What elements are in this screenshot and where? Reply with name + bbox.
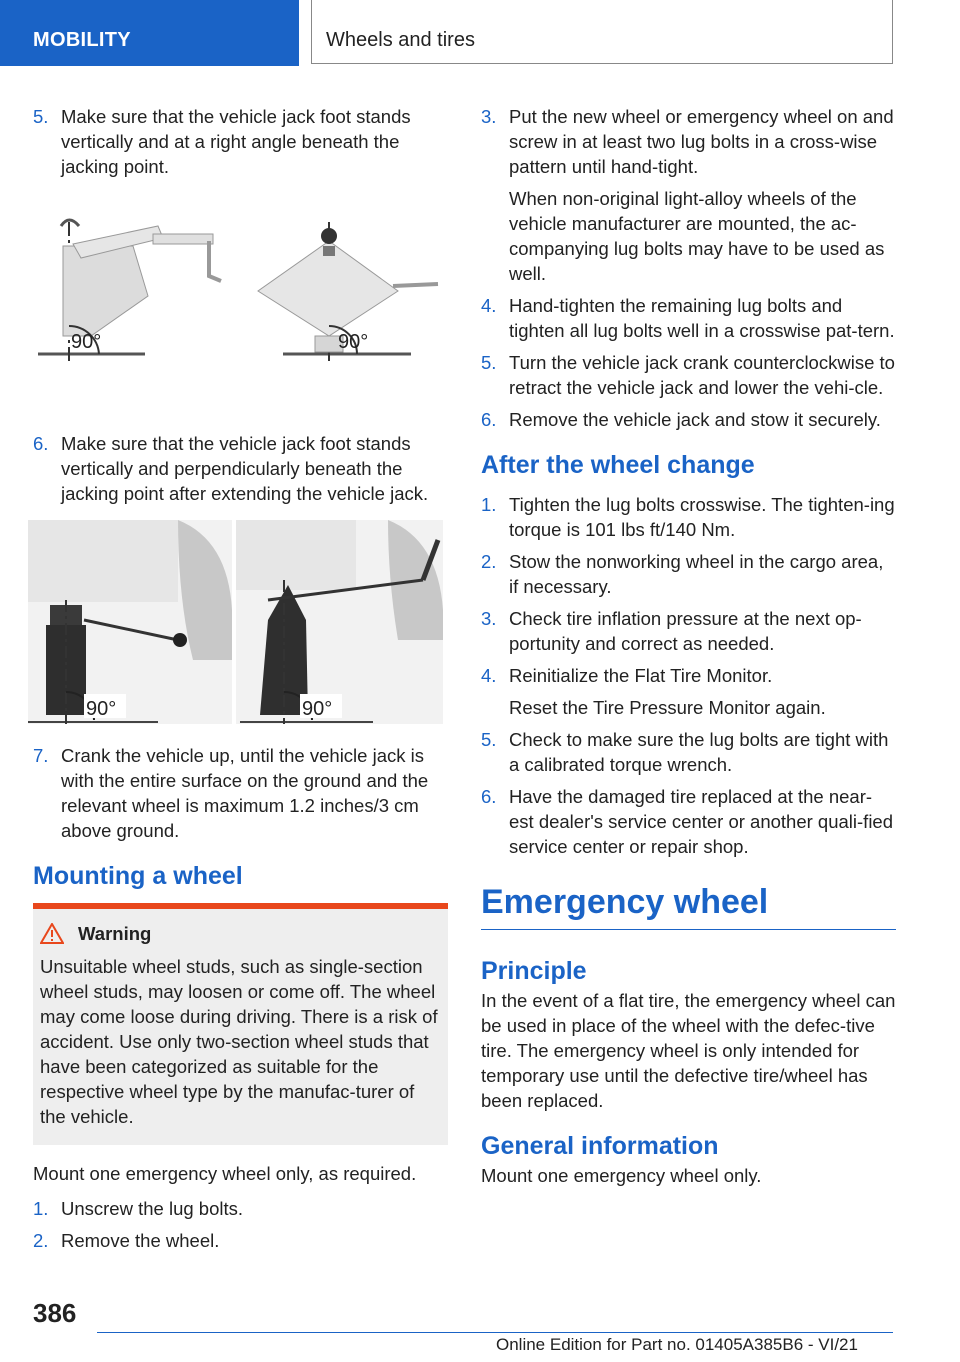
step-text: Turn the vehicle jack crank counterclockwise to retract the vehicle jack and lower the vehi-cle. bbox=[509, 352, 895, 398]
step-text: Remove the wheel. bbox=[61, 1230, 220, 1251]
header-section-tab bbox=[0, 0, 299, 66]
step-text: Check to make sure the lug bolts are tight with a calibrated torque wrench. bbox=[509, 729, 889, 775]
after-step-2 bbox=[481, 549, 896, 599]
step-number: 7. bbox=[33, 745, 49, 766]
principle-heading: Principle bbox=[481, 957, 587, 985]
step-text: Check tire inflation pressure at the next op-portunity and correct as needed. bbox=[509, 608, 862, 654]
header-section-label: MOBILITY bbox=[33, 29, 131, 51]
angle-label: 90° bbox=[86, 698, 117, 720]
header-chapter-label: Wheels and tires bbox=[326, 29, 475, 51]
step-number: 6. bbox=[33, 433, 49, 454]
emergency-wheel-heading: Emergency wheel bbox=[481, 881, 896, 930]
jack-illustration-1 bbox=[33, 186, 448, 431]
after-step-4 bbox=[481, 663, 896, 720]
jack-illustration-2 bbox=[33, 513, 448, 743]
step-7-left bbox=[33, 743, 448, 843]
step-number: 2. bbox=[33, 1230, 49, 1251]
after-step-5 bbox=[481, 727, 896, 777]
principle-text: In the event of a flat tire, the emergency wheel can be used in place of the wheel with the defec-tive tire. The emergency wheel is only intended for temporary use until the defective tire/wheel has been replaced. bbox=[481, 990, 896, 1111]
step-text: Remove the vehicle jack and stow it securely. bbox=[509, 409, 881, 430]
step-number: 5. bbox=[481, 729, 497, 750]
angle-label: 90° bbox=[71, 331, 102, 353]
mount-intro: Mount one emergency wheel only, as required. bbox=[33, 1163, 417, 1184]
step-number: 3. bbox=[481, 608, 497, 629]
warning-text: Unsuitable wheel studs, such as single-section wheel studs, may loosen or come off. The wheel may come loose during driving. There is a risk of accident. Use only two-section wheel studs that have been categorized as suitable for the respective wheel type by the manufac-turer of the vehicle. bbox=[40, 956, 438, 1127]
step-6-right bbox=[481, 407, 896, 432]
step-number: 4. bbox=[481, 665, 497, 686]
after-step-6 bbox=[481, 784, 896, 859]
footer-divider bbox=[97, 1332, 893, 1333]
step-text: Have the damaged tire replaced at the near-est dealer's service center or another quali-fied service center or repair shop. bbox=[509, 786, 894, 857]
step-note: When non-original light-alloy wheels of the vehicle manufacturer are mounted, the ac-companying lug bolts may have to be used as well. bbox=[509, 188, 885, 284]
step-text: Stow the nonworking wheel in the cargo area, if necessary. bbox=[509, 551, 884, 597]
warning-box bbox=[33, 909, 448, 1145]
step-3-right bbox=[481, 104, 896, 286]
step-text: Put the new wheel or emergency wheel on and screw in at least two lug bolts in a cross-wise pattern until hand-tight. bbox=[509, 106, 894, 177]
scissor-jack-diagram bbox=[33, 186, 448, 431]
header-chapter-box bbox=[311, 0, 893, 64]
step-4-right bbox=[481, 293, 896, 343]
step-number: 5. bbox=[33, 106, 49, 127]
general-info-heading: General information bbox=[481, 1132, 719, 1160]
after-step-3 bbox=[481, 606, 896, 656]
step-number: 4. bbox=[481, 295, 497, 316]
warning-header bbox=[40, 921, 440, 946]
step-number: 6. bbox=[481, 409, 497, 430]
step-6-left bbox=[33, 431, 448, 506]
warning-triangle-icon bbox=[40, 923, 64, 944]
right-column bbox=[481, 104, 896, 1198]
step-text: Tighten the lug bolts crosswise. The tighten-ing torque is 101 lbs ft/140 Nm. bbox=[509, 494, 895, 540]
step-5-right bbox=[481, 350, 896, 400]
step-number: 2. bbox=[481, 551, 497, 572]
mount-step-2 bbox=[33, 1228, 448, 1253]
step-text: Make sure that the vehicle jack foot stands vertically and perpendicularly beneath the jacking point after extending the vehicle jack. bbox=[61, 433, 429, 504]
after-step-1 bbox=[481, 492, 896, 542]
step-number: 3. bbox=[481, 106, 497, 127]
footer-edition: Online Edition for Part no. 01405A385B6 - VI/21 bbox=[496, 1335, 858, 1354]
step-number: 6. bbox=[481, 786, 497, 807]
left-column bbox=[33, 104, 448, 1260]
step-number: 5. bbox=[481, 352, 497, 373]
step-note: Reset the Tire Pressure Monitor again. bbox=[509, 697, 826, 718]
general-info-text: Mount one emergency wheel only. bbox=[481, 1165, 762, 1186]
step-text: Hand-tighten the remaining lug bolts and tighten all lug bolts well in a crosswise pat-tern. bbox=[509, 295, 895, 341]
page-number: 386 bbox=[33, 1298, 77, 1328]
step-text: Reinitialize the Flat Tire Monitor. bbox=[509, 665, 773, 686]
step-number: 1. bbox=[481, 494, 497, 515]
mount-step-1 bbox=[33, 1196, 448, 1221]
mounting-heading: Mounting a wheel bbox=[33, 862, 243, 890]
step-text: Unscrew the lug bolts. bbox=[61, 1198, 244, 1219]
angle-label: 90° bbox=[302, 698, 333, 720]
angle-label: 90° bbox=[338, 331, 369, 353]
after-change-heading: After the wheel change bbox=[481, 451, 755, 479]
step-5-left bbox=[33, 104, 448, 179]
warning-title: Warning bbox=[78, 923, 152, 944]
step-text: Crank the vehicle up, until the vehicle jack is with the entire surface on the ground and the relevant wheel is maximum 1.2 inches/3 cm above ground. bbox=[61, 745, 429, 841]
step-text: Make sure that the vehicle jack foot stands vertically and at a right angle beneath the jacking point. bbox=[61, 106, 411, 177]
step-number: 1. bbox=[33, 1198, 49, 1219]
jack-under-vehicle-photo bbox=[28, 520, 443, 735]
